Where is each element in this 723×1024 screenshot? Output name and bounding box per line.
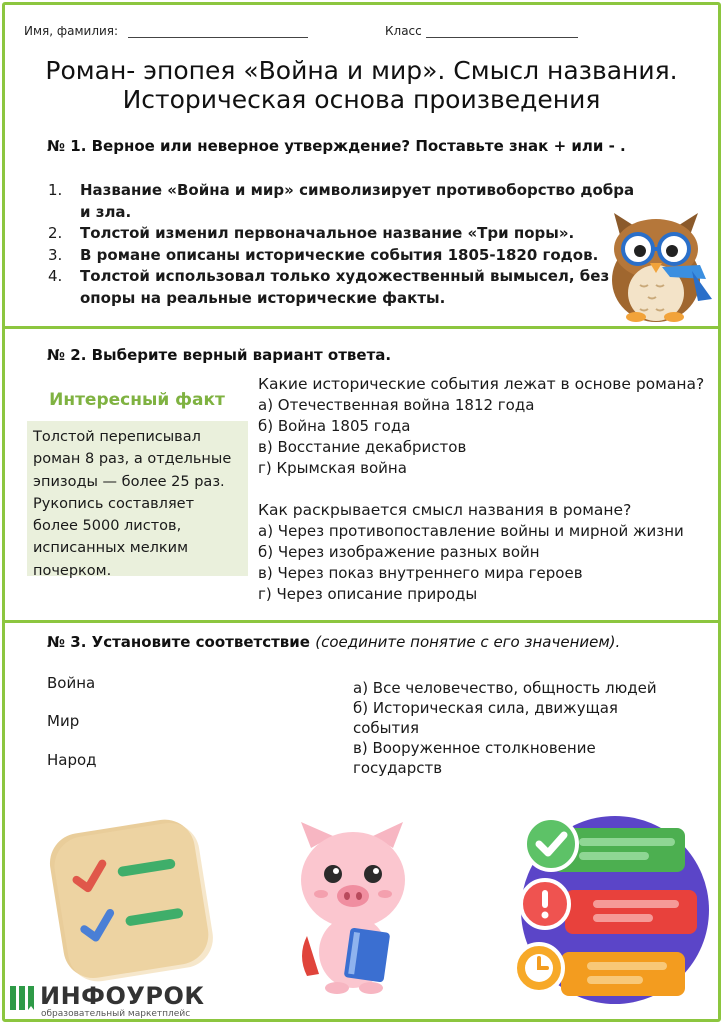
- item-number: 2.: [48, 224, 63, 242]
- checklist-icon: [42, 810, 214, 985]
- fact-text: Толстой переписывал роман 8 раз, а отдельные эпизоды — более 25 раз. Рукопись составляет более 5000 листов, исписанных мелким почерком.: [33, 429, 232, 579]
- item-number: 3.: [48, 245, 63, 264]
- item-number: 4.: [48, 267, 63, 285]
- name-input-line[interactable]: [128, 37, 308, 38]
- fact-title: Интересный факт: [49, 390, 225, 410]
- item-text: Толстой изменил первоначальное название «Три поры».: [80, 224, 575, 242]
- answer-option[interactable]: а) Через противопоставление войны и мирной жизни: [258, 522, 684, 540]
- section-divider: [5, 326, 718, 329]
- item-text: Толстой использовал только художественный вымысел, без опоры на реальные исторические факты.: [80, 267, 610, 307]
- task3-heading: [47, 633, 620, 651]
- item-number: 1.: [48, 181, 63, 199]
- concept-item[interactable]: Народ: [47, 751, 97, 769]
- task1-heading: № 1. Верное или неверное утверждение? Поставьте знак + или - .: [47, 137, 626, 155]
- title-line-2: Историческая основа произведения: [122, 85, 601, 114]
- answer-option[interactable]: в) Через показ внутреннего мира героев: [258, 564, 583, 582]
- answer-option[interactable]: в) Восстание декабристов: [258, 438, 467, 456]
- definition-item[interactable]: б) Историческая сила, движущая события: [353, 699, 618, 737]
- answer-option[interactable]: а) Отечественная война 1812 года: [258, 396, 535, 414]
- class-label: Класс: [385, 24, 422, 38]
- section-divider: [5, 620, 718, 623]
- name-field: [24, 24, 308, 38]
- logo-bookmark-icon: [8, 984, 36, 1012]
- question-block: [258, 500, 718, 605]
- class-field: [385, 24, 578, 38]
- task2-heading: № 2. Выберите верный вариант ответа.: [47, 346, 392, 364]
- question-text: Как раскрывается смысл названия в романе?: [258, 501, 632, 519]
- item-text: В романе описаны исторические события 1805-1820 годов.: [80, 245, 599, 264]
- answer-option[interactable]: г) Крымская война: [258, 459, 407, 477]
- pig-icon: [293, 818, 413, 998]
- list-item: [48, 223, 648, 245]
- concept-item[interactable]: Мир: [47, 712, 80, 730]
- task1-list: [48, 180, 648, 309]
- name-label: Имя, фамилия:: [24, 24, 119, 38]
- definition-item[interactable]: а) Все человечество, общность людей: [353, 679, 657, 697]
- title-line-1: Роман- эпопея «Война и мир». Смысл названия.: [45, 56, 678, 85]
- definition-item[interactable]: в) Вооруженное столкновение государств: [353, 739, 596, 777]
- fact-box: [27, 421, 248, 579]
- notifications-icon: [505, 808, 717, 1008]
- answer-option[interactable]: г) Через описание природы: [258, 585, 478, 603]
- logo-name: ИНФОУРОК: [40, 982, 205, 1010]
- list-item: [48, 266, 648, 309]
- item-text: Название «Война и мир» символизирует противоборство добра и зла.: [80, 181, 635, 221]
- answer-option[interactable]: б) Война 1805 года: [258, 417, 411, 435]
- list-item: [48, 180, 648, 223]
- class-input-line[interactable]: [426, 37, 578, 38]
- logo-subtitle: образовательный маркетплейс: [41, 1009, 191, 1019]
- definitions-list: [353, 678, 683, 778]
- task3-heading-italic: (соедините понятие с его значением).: [315, 633, 621, 651]
- list-item: [48, 245, 648, 267]
- question-text: Какие исторические события лежат в основе романа?: [258, 375, 705, 393]
- owl-icon: [600, 205, 718, 325]
- answer-option[interactable]: б) Через изображение разных войн: [258, 543, 540, 561]
- page-title: [20, 56, 703, 114]
- concept-item[interactable]: Война: [47, 674, 96, 692]
- question-block: [258, 374, 718, 479]
- task3-heading-bold: № 3. Установите соответствие: [47, 633, 310, 651]
